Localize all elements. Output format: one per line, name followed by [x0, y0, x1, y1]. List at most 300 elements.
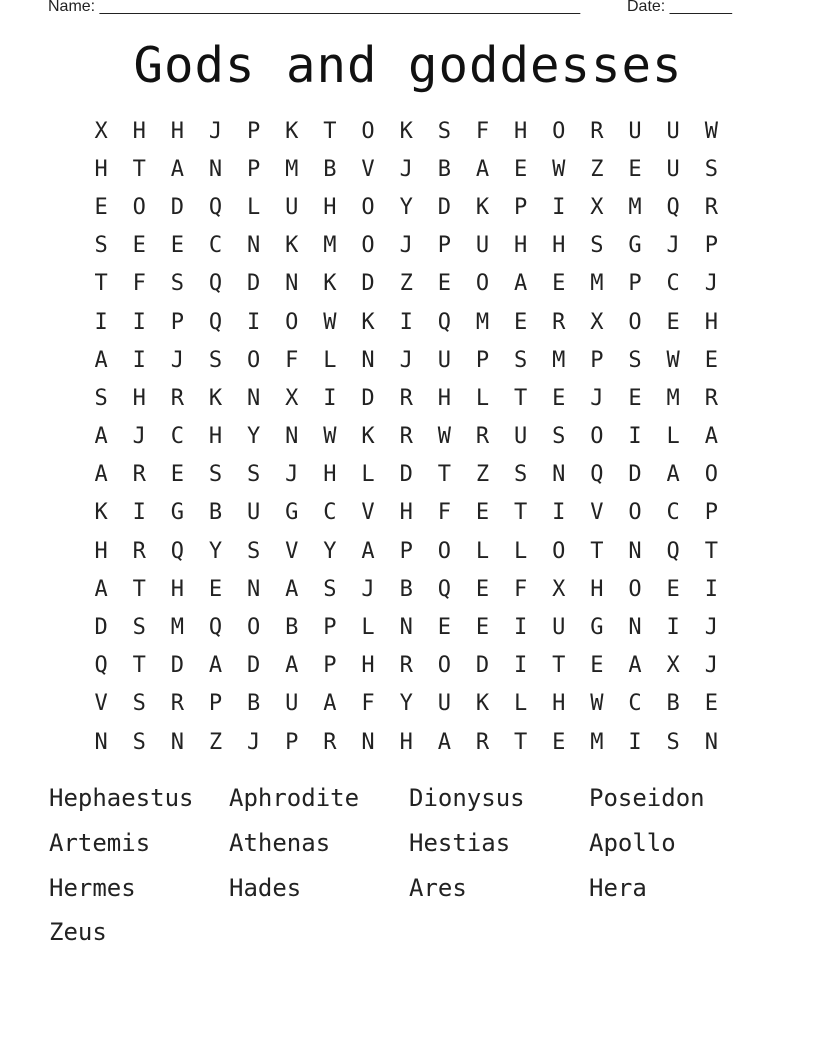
grid-cell: W — [666, 347, 680, 373]
grid-cell: H — [590, 576, 604, 602]
grid-cell: W — [323, 309, 337, 335]
grid-cell: O — [628, 309, 642, 335]
grid-cell: A — [94, 462, 108, 488]
grid-cell: Y — [208, 538, 223, 564]
grid-cell: X — [285, 385, 299, 411]
grid-cell: A — [704, 424, 718, 450]
grid-cell: O — [628, 576, 642, 602]
grid-cell: T — [513, 385, 528, 411]
grid-cell: U — [513, 424, 528, 450]
grid-cell: O — [437, 653, 451, 679]
grid-cell: A — [513, 271, 528, 297]
grid-cell: Q — [208, 194, 223, 220]
grid-cell: I — [513, 653, 528, 679]
grid-cell: O — [247, 347, 261, 373]
grid-cell: J — [704, 653, 718, 679]
word-list-item: Hades — [229, 873, 302, 902]
grid-row — [82, 723, 730, 761]
grid-cell: H — [323, 194, 337, 220]
grid-cell: I — [247, 309, 261, 335]
grid-cell: B — [208, 500, 223, 526]
grid-cell: O — [247, 615, 261, 641]
grid-cell: U — [285, 691, 299, 717]
grid-cell: Q — [94, 653, 108, 679]
grid-cell: P — [399, 538, 413, 564]
grid-cell: H — [513, 233, 528, 259]
word-list-item: Apollo — [589, 828, 676, 857]
grid-cell: N — [208, 156, 223, 182]
grid-cell: J — [285, 462, 299, 488]
grid-cell: J — [132, 424, 146, 450]
grid-cell: U — [666, 118, 680, 144]
grid-cell: V — [94, 691, 108, 717]
grid-cell: R — [704, 194, 718, 220]
grid-cell: I — [323, 385, 337, 411]
grid-cell: F — [475, 118, 490, 144]
grid-cell: J — [399, 233, 413, 259]
grid-cell: S — [208, 347, 223, 373]
grid-cell: N — [285, 271, 299, 297]
grid-cell: E — [666, 309, 680, 335]
grid-cell: E — [704, 347, 718, 373]
grid-cell: I — [628, 424, 642, 450]
grid-cell: E — [170, 462, 184, 488]
grid-cell: R — [552, 309, 566, 335]
grid-cell: S — [628, 347, 642, 373]
grid-cell: H — [132, 385, 146, 411]
grid-cell: D — [361, 271, 375, 297]
grid-cell: M — [285, 156, 299, 182]
grid-cell: L — [513, 691, 528, 717]
word-list — [49, 780, 769, 959]
grid-cell: B — [666, 691, 680, 717]
grid-cell: F — [361, 691, 375, 717]
grid-cell: K — [475, 691, 490, 717]
grid-cell: M — [590, 271, 604, 297]
grid-cell: N — [247, 576, 261, 602]
grid-cell: H — [94, 538, 108, 564]
grid-cell: H — [170, 576, 184, 602]
grid-cell: J — [247, 729, 261, 755]
grid-cell: I — [552, 500, 566, 526]
grid-cell: D — [170, 653, 184, 679]
grid-cell: Q — [666, 538, 680, 564]
grid-row — [82, 685, 730, 723]
grid-cell: Z — [208, 729, 223, 755]
grid-cell: J — [399, 156, 413, 182]
grid-cell: R — [132, 462, 146, 488]
grid-cell: U — [247, 500, 261, 526]
grid-row — [82, 570, 730, 608]
grid-cell: R — [399, 653, 413, 679]
grid-cell: N — [361, 729, 375, 755]
grid-cell: Q — [666, 194, 680, 220]
grid-cell: H — [399, 500, 413, 526]
grid-cell: P — [437, 233, 451, 259]
word-list-item: Poseidon — [589, 784, 705, 812]
grid-row — [82, 494, 730, 532]
grid-cell: H — [132, 118, 146, 144]
grid-cell: H — [552, 233, 566, 259]
grid-row — [82, 341, 730, 379]
grid-cell: Z — [590, 156, 604, 182]
grid-cell: O — [704, 462, 718, 488]
grid-cell: V — [361, 156, 375, 182]
grid-cell: U — [437, 347, 451, 373]
word-list-item: Hermes — [49, 873, 136, 902]
grid-cell: A — [94, 347, 108, 373]
grid-cell: R — [323, 729, 337, 755]
grid-cell: K — [94, 500, 108, 526]
grid-cell: N — [361, 347, 375, 373]
word-list-item: Athenas — [229, 828, 331, 857]
grid-cell: R — [170, 385, 184, 411]
grid-cell: Y — [399, 691, 413, 717]
grid-cell: P — [628, 271, 642, 297]
grid-cell: M — [666, 385, 680, 411]
grid-cell: K — [285, 233, 299, 259]
grid-cell: S — [704, 156, 718, 182]
grid-cell: I — [628, 729, 642, 755]
grid-cell: P — [247, 118, 261, 144]
grid-cell: M — [170, 615, 184, 641]
grid-cell: I — [704, 576, 718, 602]
grid-cell: G — [590, 615, 604, 641]
grid-cell: G — [285, 500, 299, 526]
grid-cell: U — [475, 233, 490, 259]
grid-cell: T — [704, 538, 718, 564]
grid-row — [82, 608, 730, 646]
grid-cell: G — [170, 500, 184, 526]
grid-cell: Q — [437, 309, 451, 335]
grid-cell: B — [399, 576, 413, 602]
grid-cell: Q — [208, 615, 223, 641]
grid-cell: R — [704, 385, 718, 411]
grid-cell: C — [208, 233, 223, 259]
grid-cell: N — [552, 462, 566, 488]
grid-cell: O — [361, 118, 375, 144]
grid-cell: Q — [170, 538, 184, 564]
grid-cell: D — [399, 462, 413, 488]
grid-cell: S — [132, 615, 146, 641]
grid-cell: V — [590, 500, 604, 526]
grid-cell: T — [552, 653, 566, 679]
grid-cell: A — [323, 691, 337, 717]
grid-cell: A — [94, 576, 108, 602]
grid-row — [82, 112, 730, 150]
grid-cell: S — [552, 424, 566, 450]
word-list-item: Hera — [589, 873, 647, 902]
grid-cell: E — [628, 385, 642, 411]
grid-cell: Q — [437, 576, 451, 602]
grid-cell: K — [361, 309, 375, 335]
grid-cell: F — [437, 500, 451, 526]
grid-cell: N — [285, 424, 299, 450]
grid-cell: A — [437, 729, 451, 755]
grid-cell: L — [475, 538, 490, 564]
grid-cell: R — [132, 538, 146, 564]
grid-cell: D — [475, 653, 490, 679]
word-list-item: Ares — [409, 873, 467, 902]
grid-cell: L — [361, 462, 375, 488]
grid-cell: A — [666, 462, 680, 488]
grid-cell: X — [666, 653, 680, 679]
grid-cell: E — [208, 576, 223, 602]
grid-cell: U — [437, 691, 451, 717]
word-list-item: Hephaestus — [49, 784, 194, 812]
grid-cell: N — [704, 729, 718, 755]
grid-cell: O — [552, 118, 566, 144]
grid-cell: Y — [399, 194, 413, 220]
grid-cell: J — [361, 576, 375, 602]
grid-cell: V — [361, 500, 375, 526]
grid-cell: N — [94, 729, 108, 755]
grid-cell: D — [94, 615, 108, 641]
grid-cell: E — [552, 385, 566, 411]
grid-cell: D — [437, 194, 451, 220]
grid-cell: E — [552, 729, 566, 755]
grid-cell: N — [628, 615, 642, 641]
grid-cell: D — [361, 385, 375, 411]
grid-cell: M — [628, 194, 642, 220]
grid-row — [82, 532, 730, 570]
grid-cell: R — [475, 729, 490, 755]
grid-cell: T — [513, 500, 528, 526]
grid-cell: R — [170, 691, 184, 717]
grid-cell: I — [94, 309, 108, 335]
grid-cell: B — [285, 615, 299, 641]
grid-cell: N — [247, 233, 261, 259]
grid-cell: S — [132, 729, 146, 755]
grid-cell: L — [361, 615, 375, 641]
grid-cell: V — [285, 538, 299, 564]
grid-cell: A — [285, 653, 299, 679]
grid-cell: S — [513, 347, 528, 373]
grid-cell: H — [437, 385, 451, 411]
grid-cell: E — [132, 233, 146, 259]
grid-cell: J — [170, 347, 184, 373]
grid-cell: S — [247, 538, 261, 564]
grid-cell: L — [247, 194, 261, 220]
grid-cell: Q — [208, 271, 223, 297]
grid-cell: T — [132, 576, 146, 602]
grid-cell: S — [323, 576, 337, 602]
grid-cell: O — [361, 194, 375, 220]
grid-cell: U — [552, 615, 566, 641]
grid-row — [82, 303, 730, 341]
grid-cell: B — [247, 691, 261, 717]
grid-cell: A — [475, 156, 490, 182]
grid-cell: C — [323, 500, 337, 526]
grid-cell: E — [704, 691, 718, 717]
grid-cell: E — [437, 271, 451, 297]
grid-cell: E — [437, 615, 451, 641]
grid-cell: R — [475, 424, 490, 450]
grid-cell: E — [475, 615, 490, 641]
grid-cell: L — [475, 385, 490, 411]
grid-cell: S — [132, 691, 146, 717]
grid-cell: P — [323, 615, 337, 641]
grid-cell: B — [323, 156, 337, 182]
grid-cell: S — [94, 233, 108, 259]
grid-cell: P — [323, 653, 337, 679]
grid-cell: D — [170, 194, 184, 220]
grid-cell: N — [247, 385, 261, 411]
grid-cell: E — [94, 194, 108, 220]
grid-cell: E — [513, 156, 528, 182]
grid-cell: K — [208, 385, 223, 411]
grid-cell: U — [285, 194, 299, 220]
grid-cell: X — [590, 309, 604, 335]
grid-cell: O — [361, 233, 375, 259]
grid-cell: E — [628, 156, 642, 182]
grid-cell: Z — [475, 462, 490, 488]
grid-cell: F — [513, 576, 528, 602]
grid-cell: A — [628, 653, 642, 679]
grid-cell: S — [247, 462, 261, 488]
grid-cell: J — [666, 233, 680, 259]
grid-cell: H — [208, 424, 223, 450]
grid-cell: L — [513, 538, 528, 564]
grid-cell: A — [285, 576, 299, 602]
grid-row — [82, 227, 730, 265]
grid-cell: F — [285, 347, 299, 373]
word-list-item: Hestias — [409, 828, 511, 857]
grid-cell: Y — [247, 424, 261, 450]
grid-cell: S — [666, 729, 680, 755]
grid-cell: P — [704, 500, 718, 526]
grid-row — [82, 647, 730, 685]
grid-cell: T — [437, 462, 451, 488]
grid-cell: W — [704, 118, 718, 144]
grid-cell: H — [361, 653, 375, 679]
letter-grid — [82, 112, 730, 761]
grid-cell: J — [590, 385, 604, 411]
grid-row — [82, 379, 730, 417]
grid-cell: T — [94, 271, 108, 297]
grid-cell: I — [132, 309, 146, 335]
grid-cell: I — [552, 194, 566, 220]
grid-cell: I — [132, 500, 146, 526]
grid-cell: K — [285, 118, 299, 144]
grid-cell: E — [475, 500, 490, 526]
grid-cell: A — [94, 424, 108, 450]
grid-cell: R — [399, 385, 413, 411]
page-title: Gods and goddesses — [133, 37, 683, 94]
grid-cell: C — [666, 500, 680, 526]
grid-cell: O — [437, 538, 451, 564]
grid-cell: P — [704, 233, 718, 259]
grid-row — [82, 418, 730, 456]
grid-cell: H — [552, 691, 566, 717]
grid-cell: U — [666, 156, 680, 182]
word-list-item: Aphrodite — [229, 784, 360, 812]
grid-cell: M — [590, 729, 604, 755]
grid-cell: Q — [590, 462, 604, 488]
grid-cell: I — [132, 347, 146, 373]
grid-cell: D — [247, 271, 261, 297]
grid-cell: O — [132, 194, 146, 220]
grid-cell: O — [590, 424, 604, 450]
grid-cell: D — [628, 462, 642, 488]
grid-row — [82, 150, 730, 188]
grid-cell: X — [590, 194, 604, 220]
grid-cell: N — [170, 729, 184, 755]
grid-cell: J — [208, 118, 223, 144]
grid-cell: E — [475, 576, 490, 602]
grid-cell: S — [170, 271, 184, 297]
grid-cell: A — [170, 156, 184, 182]
grid-cell: H — [170, 118, 184, 144]
grid-cell: P — [208, 691, 223, 717]
grid-cell: O — [552, 538, 566, 564]
grid-cell: A — [208, 653, 223, 679]
grid-cell: E — [513, 309, 528, 335]
grid-cell: O — [475, 271, 490, 297]
grid-cell: O — [285, 309, 299, 335]
grid-row — [82, 456, 730, 494]
name-field-label: Name: ______________________________________________________ — [48, 0, 581, 15]
grid-cell: E — [666, 576, 680, 602]
word-list-item: Dionysus — [409, 784, 525, 812]
grid-cell: T — [323, 118, 337, 144]
grid-cell: J — [704, 615, 718, 641]
word-list-item: Artemis — [49, 828, 151, 857]
grid-cell: C — [628, 691, 642, 717]
grid-cell: H — [704, 309, 718, 335]
grid-cell: I — [513, 615, 528, 641]
grid-cell: F — [132, 271, 146, 297]
grid-cell: T — [590, 538, 604, 564]
grid-cell: H — [323, 462, 337, 488]
grid-cell: W — [323, 424, 337, 450]
grid-cell: S — [513, 462, 528, 488]
grid-cell: Q — [208, 309, 223, 335]
grid-cell: J — [399, 347, 413, 373]
grid-cell: X — [552, 576, 566, 602]
word-list-item: Zeus — [49, 918, 107, 947]
grid-cell: D — [247, 653, 261, 679]
grid-cell: M — [475, 309, 490, 335]
grid-cell: K — [399, 118, 413, 144]
grid-cell: J — [704, 271, 718, 297]
grid-row — [82, 265, 730, 303]
grid-cell: A — [361, 538, 375, 564]
grid-cell: W — [552, 156, 566, 182]
grid-cell: Z — [399, 271, 413, 297]
grid-cell: Y — [323, 538, 337, 564]
grid-cell: S — [208, 462, 223, 488]
grid-cell: K — [475, 194, 490, 220]
grid-cell: N — [628, 538, 642, 564]
grid-cell: B — [437, 156, 451, 182]
grid-cell: M — [323, 233, 337, 259]
grid-cell: K — [361, 424, 375, 450]
grid-cell: E — [170, 233, 184, 259]
grid-cell: O — [628, 500, 642, 526]
grid-cell: P — [475, 347, 490, 373]
grid-cell: P — [285, 729, 299, 755]
grid-cell: H — [399, 729, 413, 755]
grid-cell: P — [247, 156, 261, 182]
grid-cell: H — [94, 156, 108, 182]
grid-cell: P — [513, 194, 528, 220]
grid-cell: S — [590, 233, 604, 259]
grid-cell: W — [437, 424, 451, 450]
grid-cell: S — [437, 118, 451, 144]
grid-cell: G — [628, 233, 642, 259]
grid-cell: K — [323, 271, 337, 297]
